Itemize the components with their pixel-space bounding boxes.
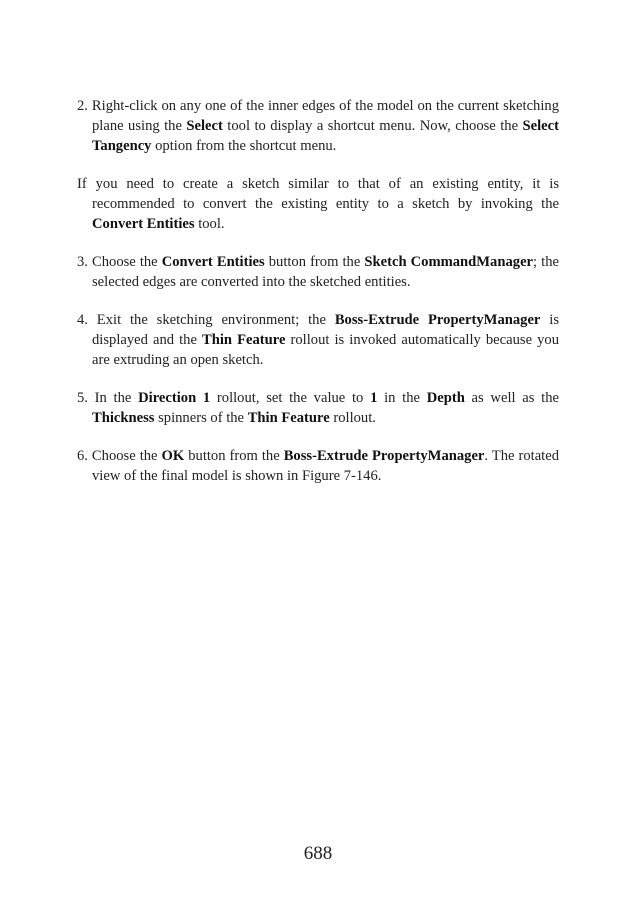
- bold-term: Thin Feature: [202, 332, 286, 348]
- text-run: 6. Choose the: [77, 448, 162, 464]
- bold-term: Boss-Extrude PropertyManager: [283, 448, 485, 464]
- text-run: 2. Right-click on any one of the inner edges of the model on the current sketching plane using the: [77, 98, 559, 134]
- text-run: ; the selected edges are converted into the sketched entities.: [92, 254, 559, 290]
- bold-term: Select: [186, 118, 223, 134]
- step-2-paragraph: [77, 96, 559, 156]
- step-4-paragraph: [77, 310, 559, 370]
- step-6-paragraph: [77, 446, 559, 486]
- bold-term: OK: [161, 448, 185, 464]
- text-run: option from the shortcut menu.: [151, 138, 337, 154]
- bold-term: Thickness: [92, 410, 155, 426]
- bold-term: Thin Feature: [247, 410, 330, 426]
- text-run: 5. In the: [77, 390, 139, 406]
- text-run: spinners of the: [154, 410, 248, 426]
- text-run: button from the: [184, 448, 284, 464]
- text-run: tool to display a shortcut menu. Now, choose the: [222, 118, 523, 134]
- text-run: rollout is invoked automatically because you are extruding an open sketch.: [92, 332, 559, 368]
- note-paragraph: [77, 174, 559, 234]
- step-5-paragraph: [77, 388, 559, 428]
- page-content: [77, 96, 559, 504]
- text-run: as well as the: [464, 390, 559, 406]
- text-run: is displayed and the: [92, 312, 559, 348]
- text-run: 3. Choose the: [77, 254, 162, 270]
- bold-term: 1: [370, 390, 378, 406]
- step-3-paragraph: [77, 252, 559, 292]
- text-run: . The rotated view of the final model is shown in Figure 7-146.: [92, 448, 559, 484]
- page-number: 688: [303, 843, 333, 864]
- bold-term: Depth: [426, 390, 465, 406]
- text-run: tool.: [194, 216, 225, 232]
- bold-term: Convert Entities: [92, 216, 195, 232]
- text-run: button from the: [264, 254, 365, 270]
- text-run: in the: [377, 390, 427, 406]
- bold-term: Direction 1: [138, 390, 211, 406]
- bold-term: Boss-Extrude PropertyManager: [334, 312, 541, 328]
- text-run: rollout, set the value to: [210, 390, 371, 406]
- text-run: rollout.: [329, 410, 376, 426]
- bold-term: Convert Entities: [161, 254, 265, 270]
- text-run: If you need to create a sketch similar to that of an existing entity, it is recommended to convert the existing entity to a sketch by invoking the: [77, 176, 559, 212]
- bold-term: Select Tangency: [92, 118, 559, 154]
- text-run: 4. Exit the sketching environment; the: [77, 312, 335, 328]
- bold-term: Sketch CommandManager: [364, 254, 534, 270]
